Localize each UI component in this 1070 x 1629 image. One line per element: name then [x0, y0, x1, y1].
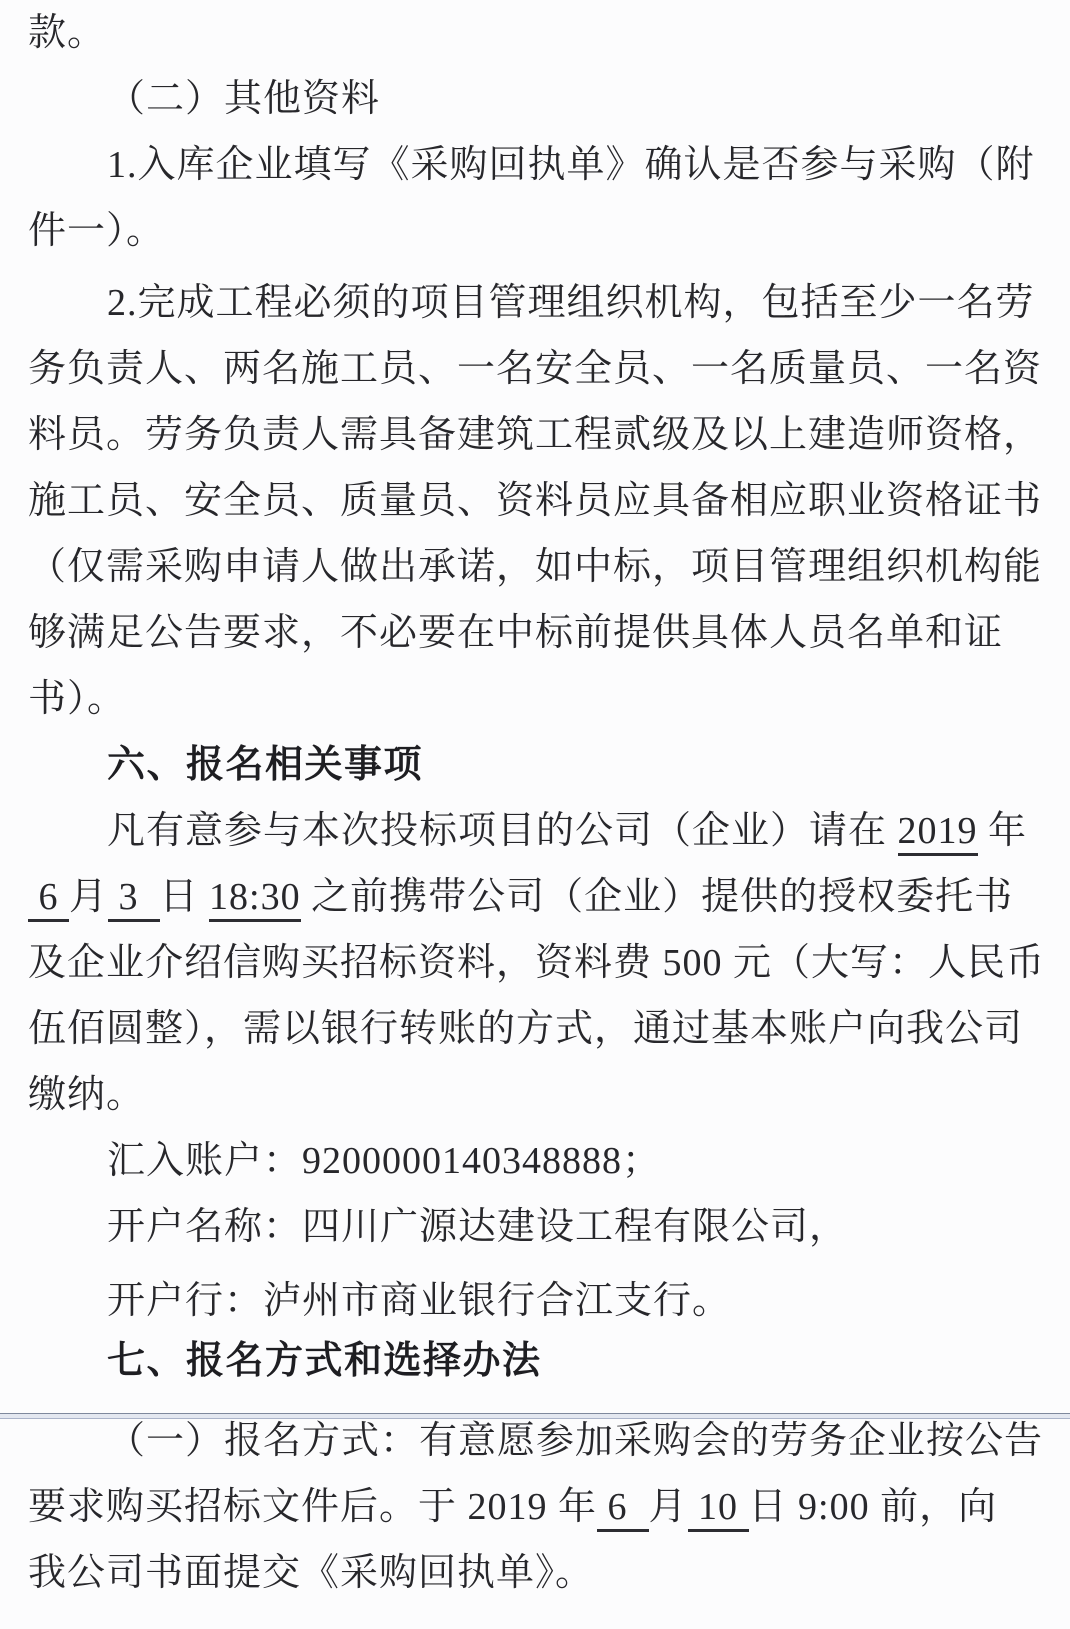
underlined-blank: 18:30: [209, 876, 301, 922]
text-line: [28, 864, 1042, 930]
text-line: [28, 600, 1042, 666]
underlined-blank: 3: [108, 876, 160, 922]
text-line: [28, 1408, 1042, 1474]
section-heading: [28, 1328, 1042, 1394]
text-line: [28, 996, 1042, 1062]
text-line: [28, 402, 1042, 468]
text-run: 务负责人、两名施工员、一名安全员、一名质量员、一名资: [28, 348, 1043, 390]
section-heading: [28, 732, 1042, 798]
underlined-blank: 2019: [898, 810, 978, 856]
text-line: [28, 1062, 1042, 1128]
text-run: （一）报名方式：有意愿参加采购会的劳务企业按公告: [107, 1420, 1044, 1462]
text-run: 之前携带公司（企业）提供的授权委托书: [300, 876, 1014, 918]
text-run: 七、报名方式和选择办法: [107, 1340, 542, 1382]
underlined-blank: 6: [28, 876, 69, 922]
text-run: （二）其他资料: [107, 78, 381, 120]
text-line: [28, 930, 1046, 996]
text-run: 我公司书面提交《采购回执单》。: [28, 1552, 595, 1594]
text-run: 凡有意参与本次投标项目的公司（企业）请在: [107, 810, 898, 852]
text-run: 料员。劳务负责人需具备建筑工程贰级及以上建造师资格，: [28, 414, 1043, 456]
text-run: 开户名称：四川广源达建设工程有限公司，: [107, 1206, 849, 1248]
text-line: [28, 666, 1042, 732]
text-run: 汇入账户：9200000140348888；: [107, 1140, 662, 1182]
text-line: [28, 66, 1042, 132]
text-run: 要求购买招标文件后。于 2019 年: [28, 1486, 598, 1528]
text-run: 六、报名相关事项: [107, 744, 424, 786]
text-line: [28, 798, 1042, 864]
underlined-blank: 6: [597, 1486, 649, 1532]
text-line: [28, 1128, 1042, 1194]
text-line: [28, 468, 1042, 534]
text-run: 日 9:00 前，向: [748, 1486, 998, 1528]
text-line: [28, 336, 1042, 402]
text-run: 伍佰圆整），需以银行转账的方式，通过基本账户向我公司: [28, 1008, 1024, 1050]
text-run: 缴纳。: [28, 1074, 146, 1116]
text-line: [28, 132, 1042, 198]
text-run: 年: [977, 810, 1028, 852]
text-run: 开户行：泸州市商业银行合江支行。: [107, 1280, 732, 1322]
text-line: [28, 270, 1042, 336]
text-line: [28, 1268, 1042, 1334]
text-run: 款。: [28, 12, 107, 54]
text-run: 书）。: [28, 678, 127, 720]
text-run: 及企业介绍信购买招标资料，资料费 500 元（大写：人民币: [28, 942, 1046, 984]
text-run: 1.入库企业填写《采购回执单》确认是否参与采购（附: [107, 144, 1035, 186]
text-run: 月: [69, 876, 109, 918]
text-run: 日: [159, 876, 210, 918]
text-run: 施工员、安全员、质量员、资料员应具备相应职业资格证书: [28, 480, 1043, 522]
text-run: 2.完成工程必须的项目管理组织机构，包括至少一名劳: [107, 282, 1035, 324]
text-run: 够满足公告要求，不必要在中标前提供具体人员名单和证: [28, 612, 1004, 654]
text-run: 件一）。: [28, 210, 166, 252]
document-content: [28, 0, 1046, 1606]
text-line: [28, 1474, 1042, 1540]
text-line: [28, 0, 1042, 66]
text-line: [28, 1540, 1042, 1606]
text-run: 月: [648, 1486, 688, 1528]
underlined-blank: 10: [688, 1486, 749, 1532]
text-line: [28, 1194, 1042, 1260]
text-line: [28, 198, 1042, 264]
text-run: （仅需采购申请人做出承诺，如中标，项目管理组织机构能: [28, 546, 1043, 588]
text-line: [28, 534, 1042, 600]
